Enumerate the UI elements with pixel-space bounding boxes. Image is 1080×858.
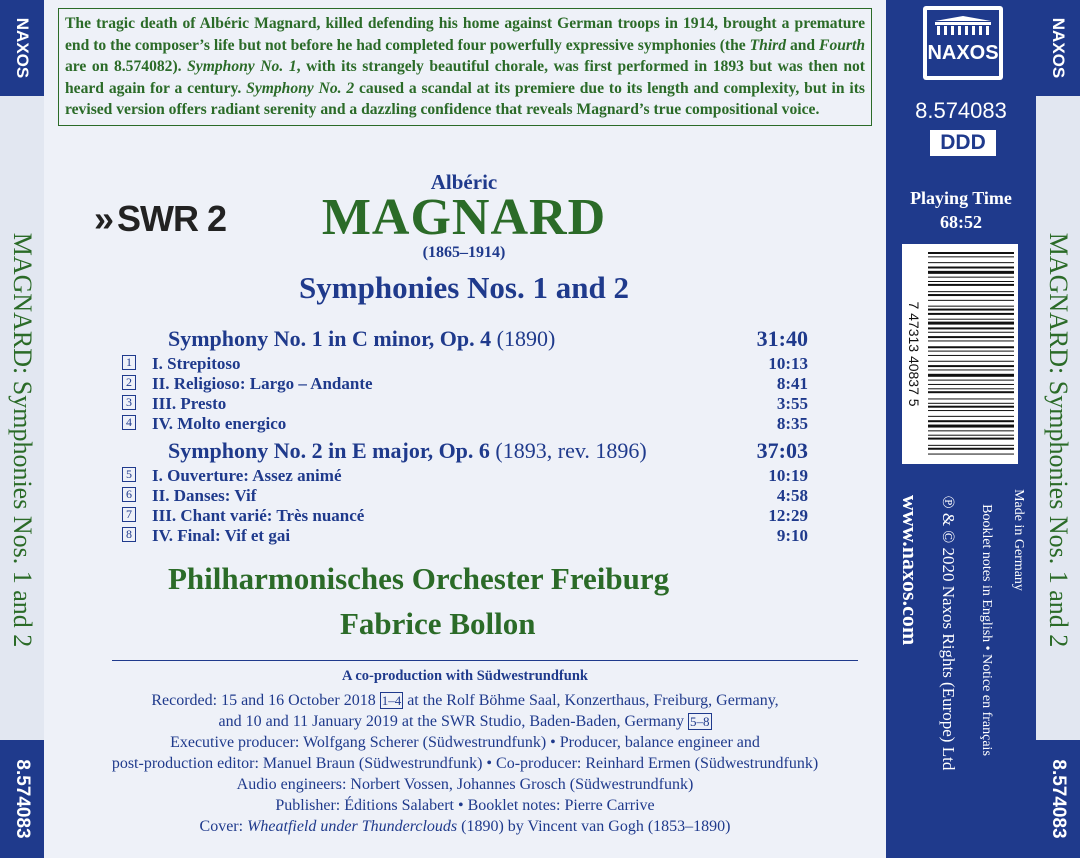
barcode-bar xyxy=(928,361,1014,362)
logo-inner xyxy=(927,10,999,76)
barcode-bar xyxy=(928,309,1014,311)
barcode-bar xyxy=(928,365,1014,367)
divider xyxy=(112,660,858,661)
album-title: Symphonies Nos. 1 and 2 xyxy=(299,270,629,305)
credit-line: Publisher: Éditions Salabert • Booklet notes: Pierre Carrive xyxy=(275,797,655,814)
barcode-bar xyxy=(928,355,1014,356)
track-title: II. Religioso: Largo – Andante xyxy=(152,374,373,393)
main-panel xyxy=(44,0,886,858)
barcode-bar xyxy=(928,313,1014,315)
track-time: 10:19 xyxy=(768,466,808,485)
barcode-bar xyxy=(928,406,1014,408)
track-range-box: 1–4 xyxy=(381,693,402,708)
credit-line: Executive producer: Wolfgang Scherer (Südwestrundfunk) • Producer, balance engineer and xyxy=(170,734,760,751)
barcode-bar xyxy=(928,384,1014,385)
barcode-bar xyxy=(928,332,1014,333)
desc-text: and xyxy=(786,36,820,54)
track-title: IV. Final: Vif et gai xyxy=(152,526,291,545)
conductor-name: Fabrice Bollon xyxy=(340,606,536,641)
track-time: 4:58 xyxy=(776,486,808,505)
track-title: IV. Molto energico xyxy=(152,414,287,433)
credit-line xyxy=(54,711,876,732)
spine-label-text: NAXOS xyxy=(1049,17,1068,79)
spine-title: MAGNARD: Symphonies Nos. 1 and 2 xyxy=(8,232,37,648)
track-row xyxy=(122,374,808,394)
format-badge: DDD xyxy=(930,130,996,156)
desc-text: , with its strangely beautiful chorale, was first performed in 1893 but was then not heard again for a century. xyxy=(65,58,865,97)
credit-text: and 10 and 11 January 2019 at the SWR Studio, Baden-Baden, Germany xyxy=(218,713,689,730)
track-title: I. Strepitoso xyxy=(152,354,241,373)
track-title: II. Danses: Vif xyxy=(152,486,257,505)
swr-logo-text: SWR 2 xyxy=(117,198,227,239)
credit-text: at the Rolf Böhme Saal, Konzerthaus, Freiburg, Germany, xyxy=(403,692,779,709)
logo-text: NAXOS xyxy=(927,42,999,64)
coproduction-note: A co-production with Südwestrundfunk xyxy=(342,668,588,684)
credit-line xyxy=(54,816,876,837)
barcode-bar xyxy=(928,391,1014,393)
swr-chevron-icon: » xyxy=(94,198,109,239)
playing-time xyxy=(886,186,1036,234)
credit-text: Recorded: 15 and 16 October 2018 xyxy=(151,692,380,709)
desc-third: Third xyxy=(749,36,787,54)
barcode-bar xyxy=(928,262,1014,263)
barcode-bar xyxy=(928,284,1014,286)
barcode-bar xyxy=(928,291,1014,292)
track-row xyxy=(122,394,808,414)
barcode-bar xyxy=(928,438,1014,440)
credits-block xyxy=(54,690,876,837)
spine-catno-text: 8.574083 xyxy=(1048,759,1069,839)
track-row xyxy=(122,526,808,546)
spine-title: MAGNARD: Symphonies Nos. 1 and 2 xyxy=(1044,232,1073,648)
track-row xyxy=(122,486,808,506)
barcode-bar xyxy=(928,336,1014,338)
spine-catalog-number xyxy=(0,740,44,858)
track-number: 8 xyxy=(122,527,136,542)
naxos-logo xyxy=(923,6,1003,80)
desc-text: caused a scandal at its premiere due to its length and complexity, but in its revised version offers radiant serenity and a dazzling confidence that reveals Magnard’s true compositional voice. xyxy=(65,79,865,118)
work-heading xyxy=(168,438,808,464)
barcode-bar xyxy=(928,256,1014,257)
barcode-bar xyxy=(928,306,1014,307)
swr2-logo xyxy=(94,198,226,240)
barcode-bar xyxy=(928,319,1014,320)
track-number: 3 xyxy=(122,395,136,410)
playing-time-label: Playing Time xyxy=(910,188,1012,208)
composer-dates: (1865–1914) xyxy=(422,244,506,261)
rights-text: ℗ & © 2020 Naxos Rights (Europe) Ltd xyxy=(939,495,958,771)
spine-label-text: NAXOS xyxy=(13,17,32,79)
booklet-notes-text: Booklet notes in English • Notice en français xyxy=(979,504,994,756)
barcode-bar xyxy=(928,277,1014,278)
track-number: 2 xyxy=(122,375,136,390)
orchestra-name: Philharmonisches Orchester Freiburg xyxy=(168,561,670,596)
work-title: Symphony No. 2 in E major, Op. 6 xyxy=(168,438,490,463)
credit-text: Cover: xyxy=(199,818,248,835)
barcode-bar xyxy=(928,252,1014,254)
work-year: (1893, rev. 1896) xyxy=(495,438,647,463)
desc-sym2: Symphony No. 2 xyxy=(246,79,355,97)
barcode-bar xyxy=(928,448,1014,450)
description-box xyxy=(58,8,872,126)
track-row xyxy=(122,414,808,434)
barcode-bar xyxy=(928,380,1014,381)
track-time: 10:13 xyxy=(768,354,808,373)
track-title: III. Presto xyxy=(152,394,227,413)
barcode-bar xyxy=(928,454,1014,455)
spine-naxos-label xyxy=(1036,0,1080,96)
track-title: III. Chant varié: Très nuancé xyxy=(152,506,365,525)
barcode-bar xyxy=(928,327,1014,329)
barcode-bar xyxy=(928,403,1014,404)
barcode-bar xyxy=(928,416,1014,417)
track-time: 3:55 xyxy=(776,394,808,413)
cover-artwork-title: Wheatfield under Thunderclouds xyxy=(247,818,458,835)
barcode-bar xyxy=(928,398,1014,399)
track-time: 8:35 xyxy=(776,414,808,433)
spine-naxos-label xyxy=(0,0,44,96)
credit-line: post-production editor: Manuel Braun (Südwestrundfunk) • Co-producer: Reinhard Ermen (Südwestrundfunk) xyxy=(111,755,819,772)
barcode-bar xyxy=(928,340,1014,341)
spine-catno-text: 8.574083 xyxy=(12,759,33,839)
work-duration: 31:40 xyxy=(756,326,808,351)
barcode-bar xyxy=(928,435,1014,436)
track-time: 9:10 xyxy=(776,526,808,545)
credit-text: (1890) by Vincent van Gogh (1853–1890) xyxy=(457,818,731,835)
barcode-bar xyxy=(928,346,1014,348)
barcode-bar xyxy=(928,425,1014,428)
desc-text: The tragic death of Albéric Magnard, killed defending his home against German troops in 1914, brought a premature end to the composer’s life but not before he had completed four powerfully expressive symphonies (the xyxy=(65,15,865,54)
barcode xyxy=(902,244,1018,464)
track-row xyxy=(122,354,808,374)
barcode-bar xyxy=(928,374,1014,377)
credit-line xyxy=(54,690,876,711)
website-link[interactable]: www.naxos.com xyxy=(898,494,923,646)
composer-first-name: Albéric xyxy=(430,170,498,194)
track-number: 5 xyxy=(122,467,136,482)
barcode-bar xyxy=(928,369,1014,370)
barcode-bar xyxy=(928,300,1014,301)
work-year: (1890) xyxy=(496,326,556,351)
barcode-bar xyxy=(928,445,1014,446)
left-spine xyxy=(0,0,44,858)
playing-time-value: 68:52 xyxy=(940,212,982,232)
track-number: 1 xyxy=(122,355,136,370)
track-row xyxy=(122,506,808,526)
barcode-digits: 7 47313 40837 5 xyxy=(906,301,922,407)
barcode-bar xyxy=(928,388,1014,389)
barcode-bar xyxy=(928,420,1014,422)
desc-text: are on 8.574082). xyxy=(65,58,188,75)
track-number: 6 xyxy=(122,487,136,502)
barcode-bar xyxy=(928,267,1014,269)
made-in-text: Made in Germany xyxy=(1011,489,1026,591)
work-title: Symphony No. 1 in C minor, Op. 4 xyxy=(168,326,492,351)
right-panel xyxy=(886,0,1036,858)
desc-sym1: Symphony No. 1 xyxy=(187,58,297,75)
track-title: I. Ouverture: Assez animé xyxy=(152,466,342,485)
track-row xyxy=(122,466,808,486)
right-spine xyxy=(1036,0,1080,858)
track-time: 8:41 xyxy=(776,374,808,393)
barcode-bar xyxy=(928,322,1014,325)
spine-catalog-number xyxy=(1036,740,1080,858)
track-number: 4 xyxy=(122,415,136,430)
credit-line: Audio engineers: Norbert Vossen, Johannes Grosch (Südwestrundfunk) xyxy=(236,776,694,793)
desc-fourth: Fourth xyxy=(819,36,865,54)
work-heading xyxy=(168,326,808,352)
barcode-bar xyxy=(928,294,1014,296)
catalog-number: 8.574083 xyxy=(915,98,1007,123)
barcode-bar xyxy=(928,410,1014,411)
track-time: 12:29 xyxy=(768,506,808,525)
work-duration: 37:03 xyxy=(756,438,808,463)
barcode-bar xyxy=(928,351,1014,352)
track-range-box: 5–8 xyxy=(690,714,710,729)
barcode-bar xyxy=(928,281,1014,282)
composer-last-name: MAGNARD xyxy=(321,189,607,246)
crown-icon xyxy=(933,16,993,36)
barcode-bar xyxy=(928,271,1014,274)
barcode-bar xyxy=(928,430,1014,431)
track-number: 7 xyxy=(122,507,136,522)
